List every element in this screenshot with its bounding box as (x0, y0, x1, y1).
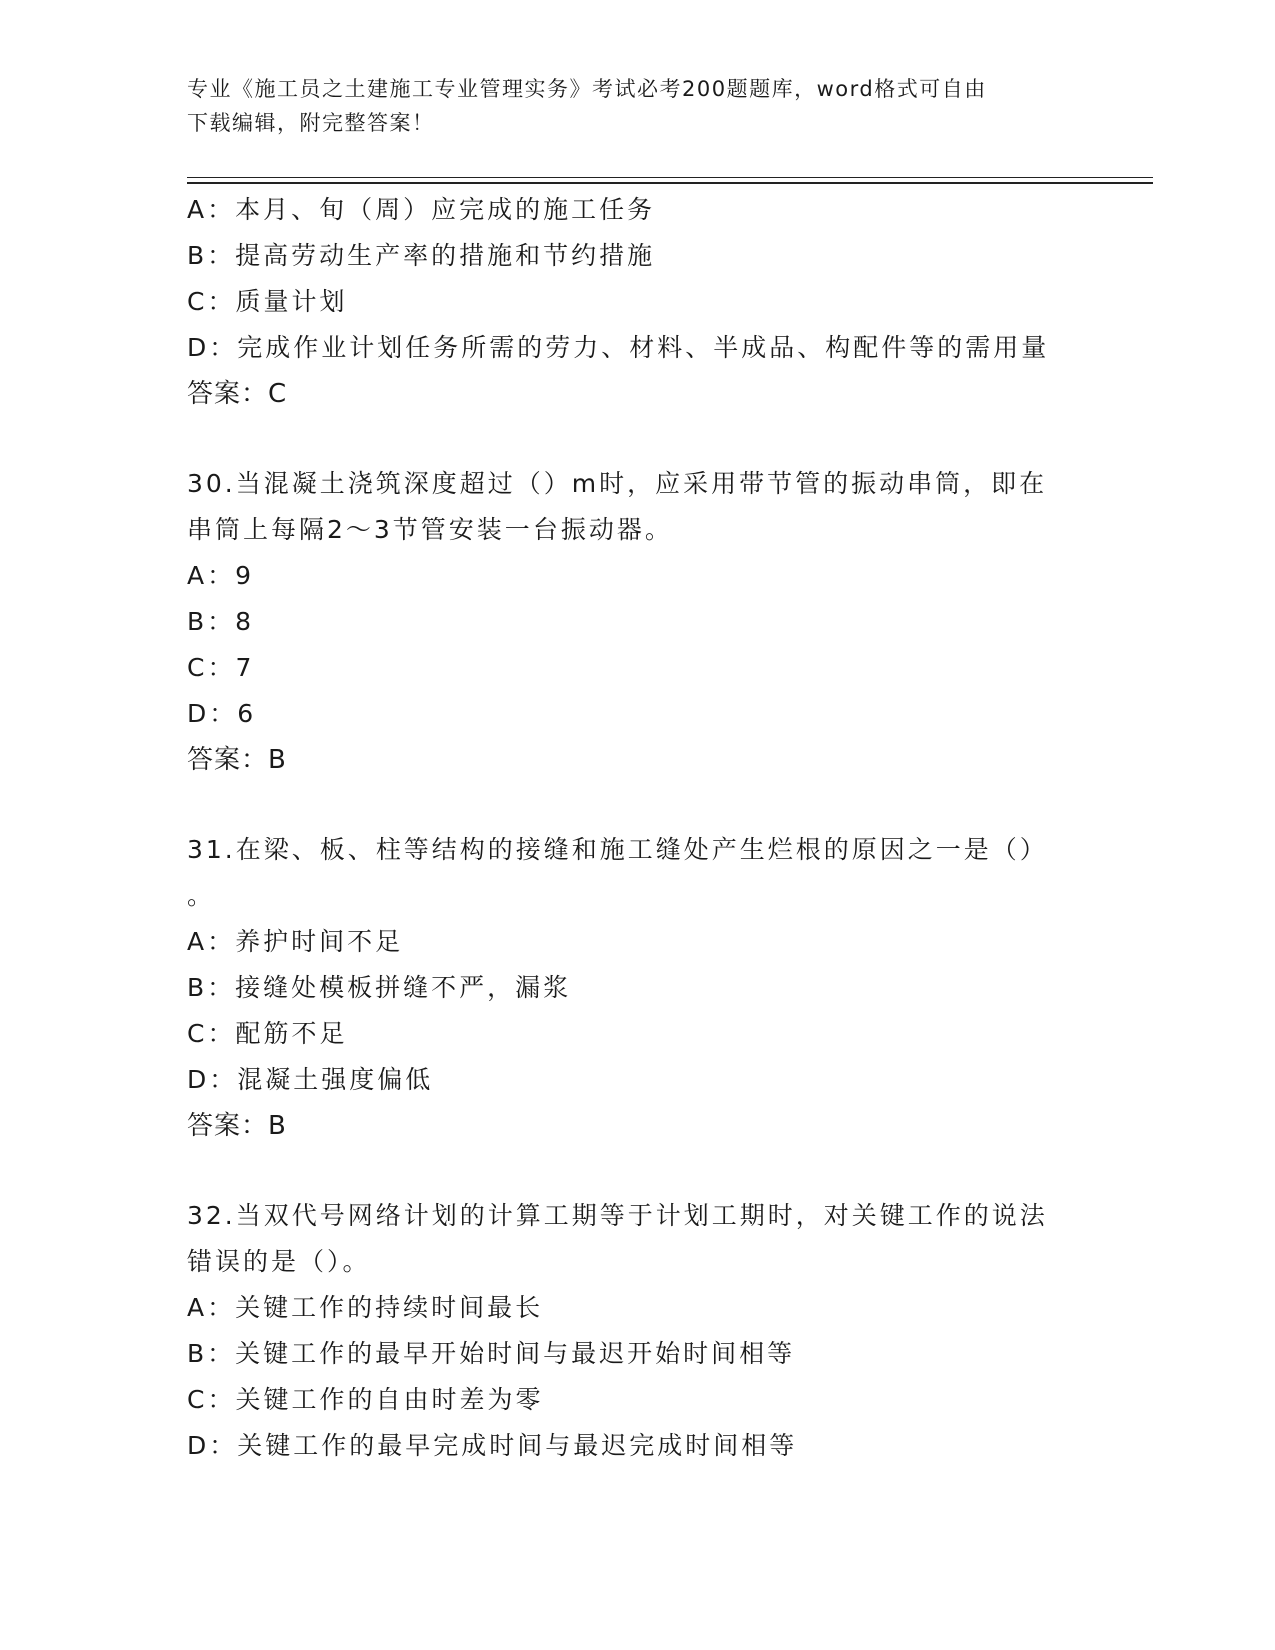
question-stem-line-1: 32.当双代号网络计划的计算工期等于计划工期时，对关键工作的说法 (187, 1201, 1048, 1230)
option-a: A：9 (187, 561, 255, 590)
header-line-2: 下载编辑，附完整答案！ (187, 111, 435, 135)
question-list (187, 187, 1087, 1469)
question-stem-line-2: 错误的是（）。 (187, 1247, 371, 1276)
option-c: C：关键工作的自由时差为零 (187, 1385, 544, 1414)
option-b: B：关键工作的最早开始时间与最迟开始时间相等 (187, 1339, 796, 1368)
answer: 答案：B (187, 745, 287, 775)
option-d: D：完成作业计划任务所需的劳力、材料、半成品、构配件等的需用量 (187, 333, 1050, 362)
header-divider-thin (187, 177, 1153, 178)
question-29 (187, 187, 1087, 417)
option-c: C：7 (187, 653, 255, 682)
header-divider-thick (187, 182, 1153, 184)
option-b: B：接缝处模板拼缝不严，漏浆 (187, 973, 572, 1002)
question-stem-line-2: 串筒上每隔2～3节管安装一台振动器。 (187, 515, 673, 544)
answer: 答案：B (187, 1111, 287, 1141)
option-b: B：提高劳动生产率的措施和节约措施 (187, 241, 656, 270)
answer: 答案：C (187, 379, 288, 409)
option-c: C：配筋不足 (187, 1019, 348, 1048)
question-stem-line-1: 30.当混凝土浇筑深度超过（）m时，应采用带节管的振动串筒，即在 (187, 469, 1048, 498)
header-line-1: 专业《施工员之土建施工专业管理实务》考试必考200题题库，word格式可自由 (187, 77, 987, 101)
option-b: B：8 (187, 607, 255, 636)
option-a: A：关键工作的持续时间最长 (187, 1293, 544, 1322)
option-c: C：质量计划 (187, 287, 348, 316)
spacer (187, 783, 1087, 827)
question-31 (187, 827, 1087, 1149)
option-a: A：本月、旬（周）应完成的施工任务 (187, 195, 656, 224)
question-stem-line-2: 。 (187, 881, 216, 910)
option-d: D：关键工作的最早完成时间与最迟完成时间相等 (187, 1431, 798, 1460)
option-a: A：养护时间不足 (187, 927, 404, 956)
question-32 (187, 1193, 1087, 1469)
question-stem-line-1: 31.在梁、板、柱等结构的接缝和施工缝处产生烂根的原因之一是（） (187, 835, 1048, 864)
spacer (187, 417, 1087, 461)
spacer (187, 1149, 1087, 1193)
option-d: D：6 (187, 699, 257, 728)
question-30 (187, 461, 1087, 783)
document-header (187, 72, 1067, 140)
option-d: D：混凝土强度偏低 (187, 1065, 434, 1094)
